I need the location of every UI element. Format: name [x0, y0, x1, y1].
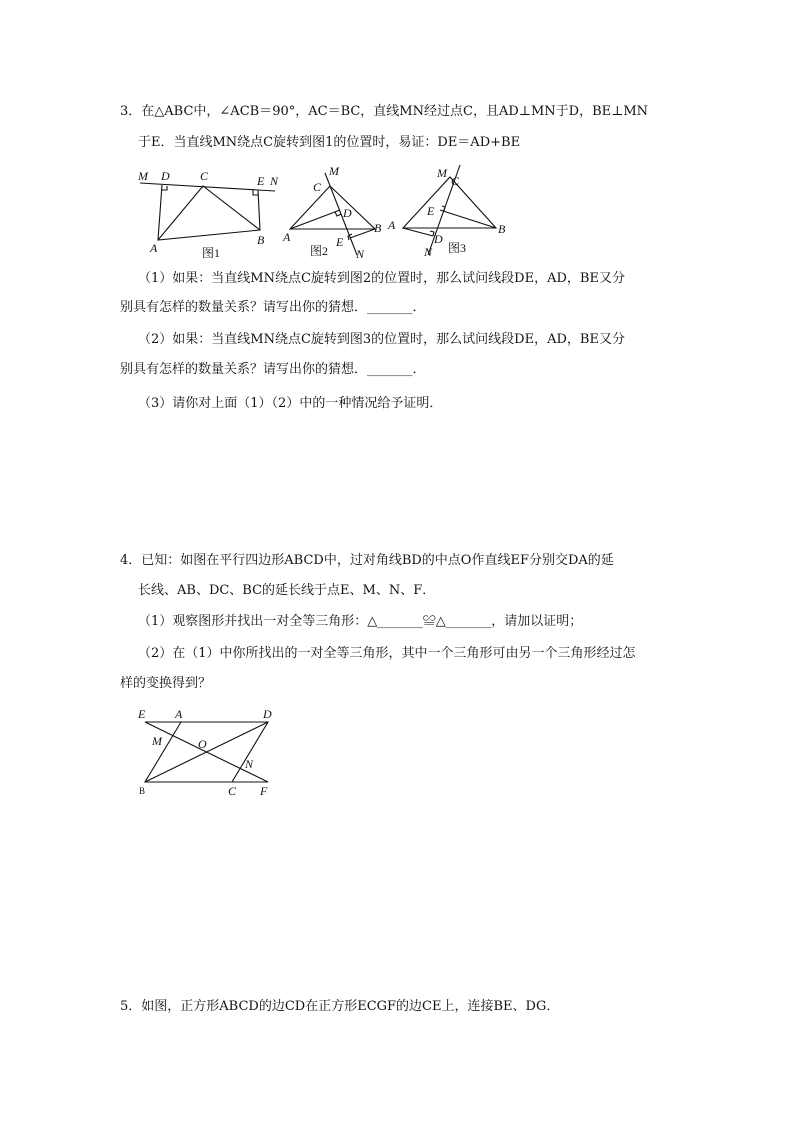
q4-label-c: C: [228, 784, 237, 798]
fig1-caption: 图1: [202, 246, 221, 260]
fig2-label-c: C: [313, 180, 322, 194]
q4-label-b: B: [139, 786, 146, 796]
q4-text-line1: 已知：如图在平行四边形ABCD中，过对角线BD的中点O作直线EF分别交DA的延: [141, 553, 614, 568]
q3-part3: （3）请你对上面（1）（2）中的一种情况给予证明．: [138, 396, 443, 411]
fig3-label-c: C: [451, 174, 460, 188]
q5-number: 5．: [120, 999, 142, 1014]
q4-label-f: F: [260, 784, 268, 798]
q4-label-a: A: [175, 707, 183, 721]
fig1-label-a: A: [150, 241, 158, 255]
q4-line2: 长线、AB、DC、BC的延长线于点E、M、N、F．: [138, 583, 436, 598]
q3-number: 3．: [120, 104, 142, 119]
fig2-label-b: B: [374, 221, 382, 235]
fig1-label-c: C: [200, 169, 209, 183]
fig3-label-e: E: [427, 204, 435, 218]
fig1-right-angle-e: [253, 190, 258, 195]
q3-part2-line2: 别具有怎样的数量关系？请写出你的猜想．_______．: [120, 362, 426, 377]
q3-line2: 于E．当直线MN绕点C旋转到图1的位置时，易证：DE＝AD+BE: [138, 135, 521, 150]
q4-label-o: O: [198, 737, 207, 751]
q4-number: 4．: [120, 553, 142, 568]
fig3-label-d: D: [434, 232, 443, 246]
fig1-label-e: E: [257, 174, 265, 188]
fig2-label-e: E: [336, 235, 344, 249]
fig1-label-n: N: [270, 174, 279, 188]
q4-label-n: N: [245, 757, 254, 771]
fig3-caption: 图3: [448, 241, 467, 255]
q4-label-e: E: [138, 707, 146, 721]
fig2-label-n: N: [356, 247, 365, 261]
fig2-label-a: A: [283, 230, 291, 244]
fig2-segment-ad: [290, 210, 340, 229]
q3-part1-line2: 别具有怎样的数量关系？请写出你的猜想．_______．: [120, 300, 426, 315]
fig3-label-a: A: [388, 218, 396, 232]
q4-label-d: D: [263, 707, 272, 721]
fig1-right-angle-d: [162, 186, 167, 190]
q3-part2-line1: （2）如果：当直线MN绕点C旋转到图3的位置时，那么试问线段DE，AD，BE又分: [138, 332, 625, 347]
fig1-label-m: M: [138, 169, 148, 183]
fig2-caption: 图2: [310, 244, 329, 258]
q4-part1: （1）观察图形并找出一对全等三角形：△_______≌△_______，请加以证明；: [138, 614, 583, 629]
q3-text-line1: 在△ABC中，∠ACB＝90°，AC＝BC，直线MN经过点C，且AD⊥MN于D，BE⊥MN: [141, 104, 649, 119]
fig2-label-d: D: [343, 206, 352, 220]
q4-label-m: M: [152, 734, 162, 748]
fig3-label-n: N: [424, 245, 433, 259]
q5-text-line1: 如图，正方形ABCD的边CD在正方形ECGF的边CE上，连接BE、DG．: [141, 999, 560, 1014]
fig1-label-b: B: [257, 233, 265, 247]
fig3-segment-ad: [403, 228, 433, 236]
fig3-triangle: [403, 177, 496, 228]
q4-part2-line1: （2）在（1）中你所找出的一对全等三角形，其中一个三角形可由另一个三角形经过怎: [138, 646, 636, 661]
fig3-label-b: B: [498, 222, 506, 236]
q4-line1: [120, 552, 614, 570]
fig2-segment-be: [350, 229, 375, 238]
fig3-label-m: M: [437, 166, 447, 180]
fig2-label-m: M: [329, 164, 339, 178]
fig1-outline: [158, 185, 260, 240]
q3-part1-line1: （1）如果：当直线MN绕点C旋转到图2的位置时，那么试问线段DE，AD，BE又分: [138, 271, 625, 286]
q5-line1: [120, 998, 559, 1016]
fig1-label-d: D: [161, 169, 170, 183]
q4-part2-line2: 样的变换得到？: [120, 676, 212, 691]
